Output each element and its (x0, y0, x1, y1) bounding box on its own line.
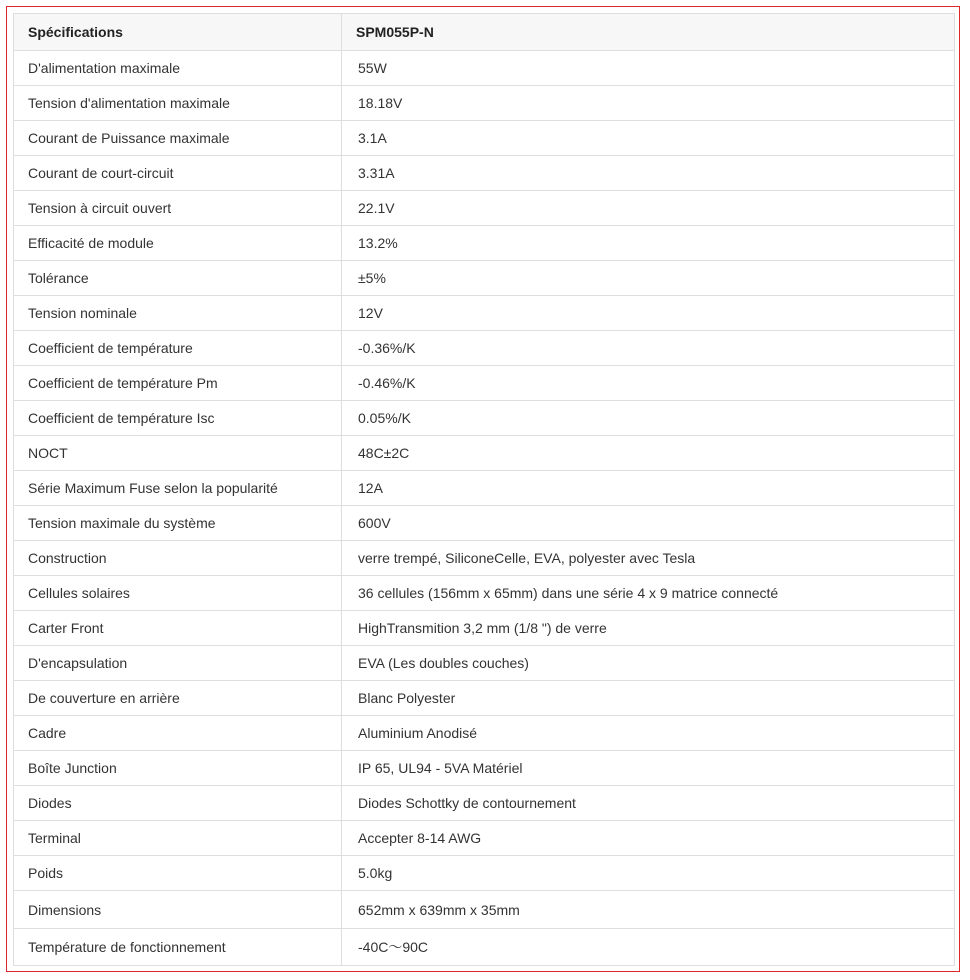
spec-value: -0.46%/K (342, 366, 955, 401)
spec-label: Température de fonctionnement (14, 929, 342, 966)
spec-value: -40C～90C (342, 929, 955, 966)
spec-value: 22.1V (342, 191, 955, 226)
spec-label: NOCT (14, 436, 342, 471)
table-row (14, 86, 955, 121)
table-row (14, 506, 955, 541)
table-row (14, 261, 955, 296)
spec-value: 0.05%/K (342, 401, 955, 436)
spec-label: Courant de court-circuit (14, 156, 342, 191)
spec-label: Dimensions (14, 891, 342, 929)
spec-label: Tension maximale du système (14, 506, 342, 541)
table-row (14, 646, 955, 681)
table-row (14, 821, 955, 856)
spec-value: Aluminium Anodisé (342, 716, 955, 751)
spec-value: Diodes Schottky de contournement (342, 786, 955, 821)
table-body (14, 51, 955, 966)
spec-label: Tension d'alimentation maximale (14, 86, 342, 121)
spec-label: Tension à circuit ouvert (14, 191, 342, 226)
spec-label: Terminal (14, 821, 342, 856)
spec-label: Tolérance (14, 261, 342, 296)
spec-value: 12V (342, 296, 955, 331)
table-header-row (14, 14, 955, 51)
spec-label: Poids (14, 856, 342, 891)
spec-value: 600V (342, 506, 955, 541)
table-row (14, 856, 955, 891)
table-row (14, 929, 955, 966)
spec-label: Cellules solaires (14, 576, 342, 611)
spec-label: Tension nominale (14, 296, 342, 331)
table-row (14, 751, 955, 786)
spec-value: IP 65, UL94 - 5VA Matériel (342, 751, 955, 786)
spec-value: 18.18V (342, 86, 955, 121)
spec-value: 36 cellules (156mm x 65mm) dans une série 4 x 9 matrice connecté (342, 576, 955, 611)
table-row (14, 51, 955, 86)
spec-label: D'encapsulation (14, 646, 342, 681)
table-row (14, 436, 955, 471)
spec-label: Coefficient de température Pm (14, 366, 342, 401)
table-row (14, 611, 955, 646)
spec-label: Coefficient de température (14, 331, 342, 366)
spec-label: Boîte Junction (14, 751, 342, 786)
spec-value: 48C±2C (342, 436, 955, 471)
table-row (14, 401, 955, 436)
spec-value: Blanc Polyester (342, 681, 955, 716)
spec-value: 13.2% (342, 226, 955, 261)
table-row (14, 121, 955, 156)
spec-label: Cadre (14, 716, 342, 751)
spec-value: verre trempé, SiliconeCelle, EVA, polyester avec Tesla (342, 541, 955, 576)
spec-label: Efficacité de module (14, 226, 342, 261)
spec-value: 55W (342, 51, 955, 86)
table-row (14, 366, 955, 401)
spec-value: 3.31A (342, 156, 955, 191)
table-row (14, 226, 955, 261)
table-row (14, 296, 955, 331)
spec-label: Série Maximum Fuse selon la popularité (14, 471, 342, 506)
table-row (14, 156, 955, 191)
table-row (14, 331, 955, 366)
table-row (14, 191, 955, 226)
spec-label: Carter Front (14, 611, 342, 646)
header-model: SPM055P-N (342, 14, 955, 51)
spec-value: EVA (Les doubles couches) (342, 646, 955, 681)
spec-value: 12A (342, 471, 955, 506)
specifications-table (13, 13, 955, 966)
spec-value: HighTransmition 3,2 mm (1/8 ") de verre (342, 611, 955, 646)
spec-value: Accepter 8-14 AWG (342, 821, 955, 856)
spec-label: Diodes (14, 786, 342, 821)
spec-value: 5.0kg (342, 856, 955, 891)
spec-label: Courant de Puissance maximale (14, 121, 342, 156)
table-row (14, 576, 955, 611)
spec-value: -0.36%/K (342, 331, 955, 366)
table-row (14, 471, 955, 506)
header-specifications: Spécifications (14, 14, 342, 51)
table-row (14, 681, 955, 716)
table-row (14, 786, 955, 821)
spec-label: D'alimentation maximale (14, 51, 342, 86)
table-row (14, 541, 955, 576)
spec-value: 3.1A (342, 121, 955, 156)
spec-label: Coefficient de température Isc (14, 401, 342, 436)
table-row (14, 891, 955, 929)
spec-value: ±5% (342, 261, 955, 296)
spec-value: 652mm x 639mm x 35mm (342, 891, 955, 929)
spec-label: Construction (14, 541, 342, 576)
table-row (14, 716, 955, 751)
spec-label: De couverture en arrière (14, 681, 342, 716)
